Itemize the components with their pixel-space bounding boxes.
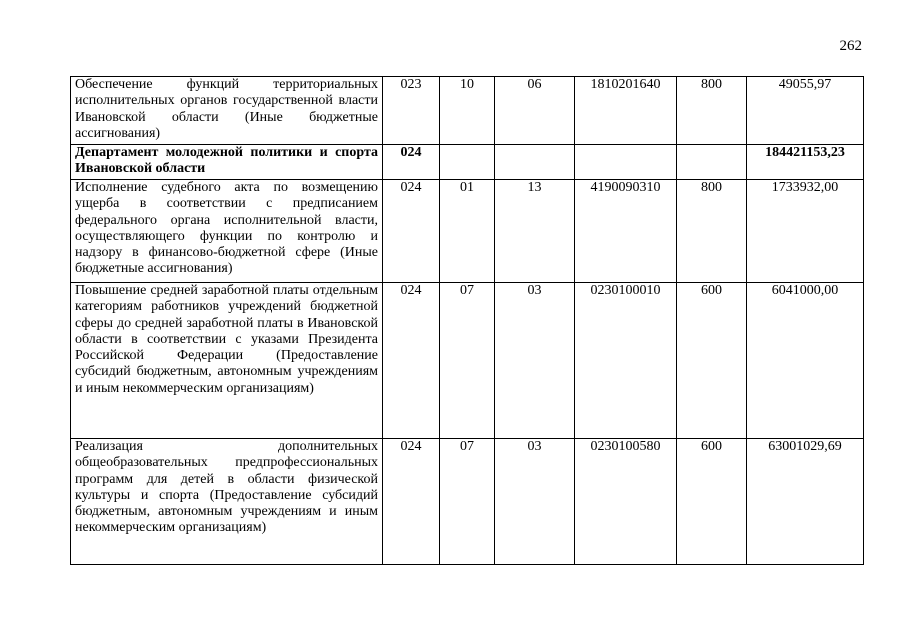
section-code: 07 (440, 439, 495, 565)
ministry-code: 024 (383, 145, 440, 180)
table-row (71, 439, 864, 565)
target-code: 0230100580 (575, 439, 677, 565)
amount: 184421153,23 (747, 145, 864, 180)
expense-type-code: 600 (677, 439, 747, 565)
table-row (71, 145, 864, 180)
row-name: Обеспечение функций территориальных исполнительных органов государственной власти Ивановской области (Иные бюджетные ассигнования) (71, 77, 383, 145)
amount: 1733932,00 (747, 180, 864, 283)
ministry-code: 024 (383, 283, 440, 439)
expense-type-code: 600 (677, 283, 747, 439)
subsection-code: 03 (495, 439, 575, 565)
expense-type-code (677, 145, 747, 180)
row-name: Исполнение судебного акта по возмещению ущерба в соответствии с предписанием федерального органа исполнительной власти, осуществляющего функции по контролю и надзору в финансово-бюджетной сфере (Иные бюджетные ассигнования) (71, 180, 383, 283)
section-code: 07 (440, 283, 495, 439)
subsection-code: 13 (495, 180, 575, 283)
ministry-code: 023 (383, 77, 440, 145)
ministry-code: 024 (383, 439, 440, 565)
section-code: 10 (440, 77, 495, 145)
target-code: 0230100010 (575, 283, 677, 439)
target-code: 1810201640 (575, 77, 677, 145)
row-name: Повышение средней заработной платы отдельным категориям работников учреждений бюджетной сферы до средней заработной платы в Ивановской области в соответствии с указами Президента Российской Федерации (Предоставление субсидий бюджетным, автономным учреждениям и иным некоммерческим организациям) (71, 283, 383, 439)
section-code: 01 (440, 180, 495, 283)
amount: 63001029,69 (747, 439, 864, 565)
row-name: Реализация дополнительных общеобразовательных предпрофессиональных программ для детей в области физической культуры и спорта (Предоставление субсидий бюджетным, автономным учреждениям и иным некоммерческим организациям) (71, 439, 383, 565)
page-number: 262 (839, 38, 862, 54)
subsection-code: 06 (495, 77, 575, 145)
ministry-code: 024 (383, 180, 440, 283)
target-code: 4190090310 (575, 180, 677, 283)
amount: 49055,97 (747, 77, 864, 145)
table-row (71, 180, 864, 283)
subsection-code: 03 (495, 283, 575, 439)
table-row (71, 77, 864, 145)
target-code (575, 145, 677, 180)
amount: 6041000,00 (747, 283, 864, 439)
expense-type-code: 800 (677, 77, 747, 145)
budget-table (70, 76, 864, 565)
section-code (440, 145, 495, 180)
row-name: Департамент молодежной политики и спорта Ивановской области (71, 145, 383, 180)
subsection-code (495, 145, 575, 180)
expense-type-code: 800 (677, 180, 747, 283)
table-row (71, 283, 864, 439)
